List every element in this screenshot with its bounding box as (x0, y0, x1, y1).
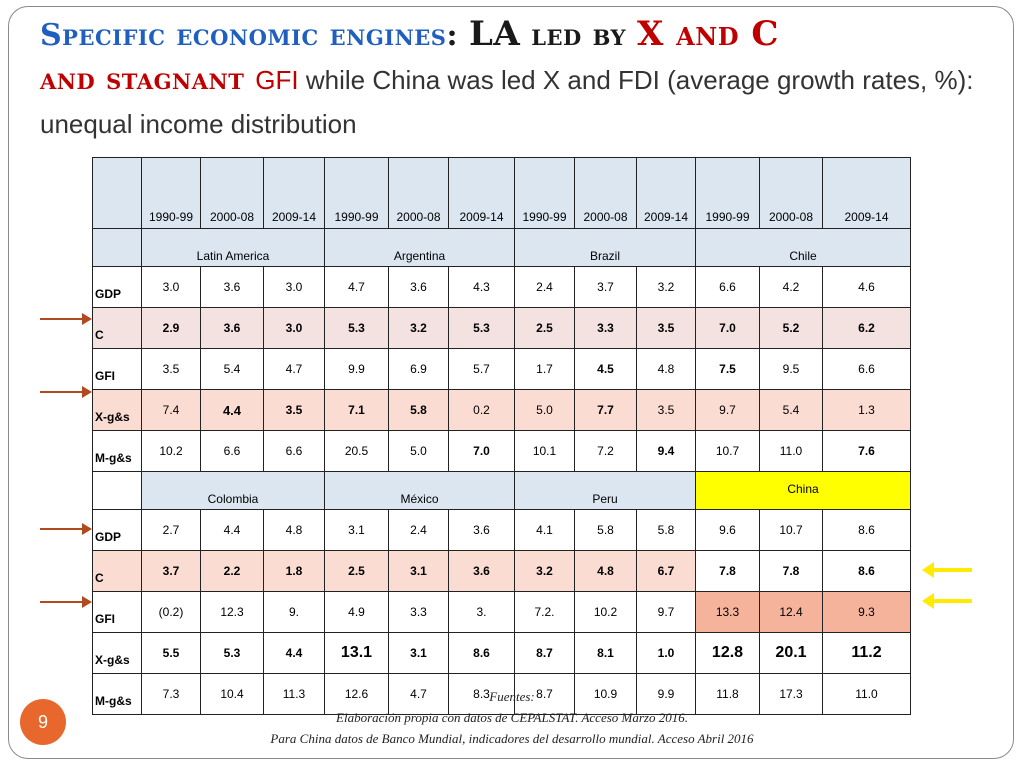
year-cell: 1990-99 (325, 158, 389, 229)
value-cell: 3.6 (389, 267, 449, 308)
value-cell: 5.3 (325, 308, 389, 349)
value-cell: 9. (264, 592, 325, 633)
row-label: M-g&s (93, 674, 142, 715)
year-cell: 2000-08 (575, 158, 637, 229)
growth-rates-table (92, 157, 911, 715)
value-cell: 5.5 (142, 633, 201, 674)
value-cell: 1.8 (264, 551, 325, 592)
corner-cell (93, 158, 142, 229)
country-china: China (696, 472, 911, 510)
value-cell: 4.5 (575, 349, 637, 390)
year-cell: 2000-08 (389, 158, 449, 229)
value-cell: 1.7 (515, 349, 575, 390)
value-cell: 2.9 (142, 308, 201, 349)
arrow-left-icon (932, 599, 972, 603)
value-cell: 2.5 (515, 308, 575, 349)
value-cell: 3.7 (142, 551, 201, 592)
value-cell: 3.2 (515, 551, 575, 592)
value-cell: 4.8 (575, 551, 637, 592)
value-cell: 4.8 (264, 510, 325, 551)
value-cell: 12.3 (201, 592, 264, 633)
country-argentina: Argentina (325, 229, 515, 267)
arrow-right-icon (40, 601, 90, 603)
value-cell: 6.6 (823, 349, 911, 390)
title-part-6: and stagnant (40, 62, 256, 97)
value-cell: 7.0 (449, 431, 515, 472)
value-cell: 9.6 (696, 510, 760, 551)
value-cell: 3.3 (575, 308, 637, 349)
value-cell: 2.4 (389, 510, 449, 551)
value-cell: 3.5 (264, 390, 325, 431)
page-number-badge: 9 (20, 699, 66, 745)
value-cell: 11.8 (696, 674, 760, 715)
year-cell: 2000-08 (760, 158, 823, 229)
value-cell: 5.3 (201, 633, 264, 674)
value-cell: 6.2 (823, 308, 911, 349)
title-part-5: X and C (636, 14, 779, 54)
arrow-right-icon (40, 391, 90, 393)
value-cell: 13.1 (325, 633, 389, 674)
value-cell: 0.2 (449, 390, 515, 431)
value-cell: 7.1 (325, 390, 389, 431)
corner-cell (93, 229, 142, 267)
value-cell: 10.9 (575, 674, 637, 715)
value-cell: 5.4 (760, 390, 823, 431)
value-cell: 3.0 (264, 308, 325, 349)
arrow-left-icon (932, 568, 972, 572)
value-cell: 4.7 (389, 674, 449, 715)
title-part-4: led by (520, 18, 637, 53)
value-cell: 4.7 (325, 267, 389, 308)
table-row-gfi-2 (93, 592, 911, 633)
value-cell: 7.4 (142, 390, 201, 431)
year-cell: 2009-14 (449, 158, 515, 229)
year-cell: 1990-99 (515, 158, 575, 229)
arrow-right-icon (40, 318, 90, 320)
value-cell: 20.5 (325, 431, 389, 472)
value-cell: 7.7 (575, 390, 637, 431)
value-cell: 4.8 (637, 349, 696, 390)
value-cell: 5.8 (389, 390, 449, 431)
value-cell: 10.7 (760, 510, 823, 551)
table-row-m-1 (93, 431, 911, 472)
country-mexico: México (325, 472, 515, 510)
value-cell: 3.7 (575, 267, 637, 308)
value-cell: 3.5 (142, 349, 201, 390)
value-cell: 7.8 (760, 551, 823, 592)
value-cell: 10.7 (696, 431, 760, 472)
year-cell: 2009-14 (264, 158, 325, 229)
value-cell: 9.4 (637, 431, 696, 472)
value-cell: 3. (449, 592, 515, 633)
table-row-c-2 (93, 551, 911, 592)
footnote-line-2: Para China datos de Banco Mundial, indicadores del desarrollo mundial. Acceso Abril 2016 (270, 731, 754, 746)
value-cell: 8.6 (823, 551, 911, 592)
value-cell: 12.4 (760, 592, 823, 633)
table-row-gfi-1 (93, 349, 911, 390)
value-cell: 3.6 (449, 551, 515, 592)
value-cell: 10.4 (201, 674, 264, 715)
value-cell: 5.2 (760, 308, 823, 349)
value-cell: 4.3 (449, 267, 515, 308)
row-label: X-g&s (93, 633, 142, 674)
value-cell: 6.6 (264, 431, 325, 472)
value-cell: 9.7 (637, 592, 696, 633)
value-cell: 3.3 (389, 592, 449, 633)
value-cell: 3.1 (325, 510, 389, 551)
value-cell: 5.0 (515, 390, 575, 431)
footnote-source-label: Fuentes: (489, 689, 535, 704)
value-cell: 11.0 (760, 431, 823, 472)
value-cell: 8.7 (515, 633, 575, 674)
value-cell: 2.4 (515, 267, 575, 308)
value-cell: 7.2 (575, 431, 637, 472)
title-part-3: LA (468, 14, 521, 54)
value-cell: 3.0 (264, 267, 325, 308)
value-cell: 4.7 (264, 349, 325, 390)
row-label: M-g&s (93, 431, 142, 472)
value-cell: 8.6 (449, 633, 515, 674)
value-cell: 3.2 (637, 267, 696, 308)
value-cell: 4.4 (201, 510, 264, 551)
value-cell: 6.6 (201, 431, 264, 472)
value-cell: 9.9 (325, 349, 389, 390)
value-cell: 3.5 (637, 390, 696, 431)
country-peru: Peru (515, 472, 696, 510)
value-cell: 6.6 (696, 267, 760, 308)
row-label: GDP (93, 510, 142, 551)
country-brazil: Brazil (515, 229, 696, 267)
value-cell: 6.7 (637, 551, 696, 592)
value-cell: 8.6 (823, 510, 911, 551)
country-header-row-2 (93, 472, 911, 510)
table-row-c-1 (93, 308, 911, 349)
row-label: GFI (93, 592, 142, 633)
table-row-x-1 (93, 390, 911, 431)
country-latin-america: Latin America (142, 229, 325, 267)
value-cell: 5.4 (201, 349, 264, 390)
title-part-8: while China was led X and FDI (average growth rates, %): unequal income distribution (40, 65, 974, 139)
row-label: C (93, 308, 142, 349)
value-cell: 11.0 (823, 674, 911, 715)
value-cell: 10.2 (142, 431, 201, 472)
value-cell: 4.9 (325, 592, 389, 633)
value-cell: 7.5 (696, 349, 760, 390)
value-cell: 5.0 (389, 431, 449, 472)
value-cell: 4.4 (264, 633, 325, 674)
value-cell: 3.2 (389, 308, 449, 349)
value-cell: 20.1 (760, 633, 823, 674)
title-part-1: Specific economic engines (40, 18, 447, 53)
value-cell: 3.1 (389, 633, 449, 674)
value-cell: 6.9 (389, 349, 449, 390)
row-label: C (93, 551, 142, 592)
value-cell: 7.0 (696, 308, 760, 349)
corner-cell (93, 472, 142, 510)
year-cell: 1990-99 (142, 158, 201, 229)
value-cell: 3.6 (201, 308, 264, 349)
country-colombia: Colombia (142, 472, 325, 510)
value-cell: 13.3 (696, 592, 760, 633)
value-cell: 4.6 (823, 267, 911, 308)
value-cell: 2.5 (325, 551, 389, 592)
value-cell: 8.3 (449, 674, 515, 715)
value-cell: 4.1 (515, 510, 575, 551)
year-cell: 2009-14 (637, 158, 696, 229)
value-cell: 5.7 (449, 349, 515, 390)
value-cell: 8.7 (515, 674, 575, 715)
value-cell: 9.7 (696, 390, 760, 431)
value-cell: 1.3 (823, 390, 911, 431)
value-cell: 10.2 (575, 592, 637, 633)
value-cell: 9.5 (760, 349, 823, 390)
value-cell: 2.2 (201, 551, 264, 592)
footnote-line-1: Elaboración propia con datos de CEPALSTAT. Acceso Marzo 2016. (336, 710, 688, 725)
value-cell: 5.8 (637, 510, 696, 551)
value-cell: 4.4 (201, 390, 264, 431)
year-header-row (93, 158, 911, 229)
value-cell: 9.9 (637, 674, 696, 715)
table-row-x-2 (93, 633, 911, 674)
country-header-row-1 (93, 229, 911, 267)
value-cell: 3.6 (201, 267, 264, 308)
value-cell: 3.1 (389, 551, 449, 592)
value-cell: 3.5 (637, 308, 696, 349)
year-cell: 1990-99 (696, 158, 760, 229)
country-chile: Chile (696, 229, 911, 267)
value-cell: 8.1 (575, 633, 637, 674)
value-cell: 5.3 (449, 308, 515, 349)
value-cell: 11.2 (823, 633, 911, 674)
value-cell: 17.3 (760, 674, 823, 715)
value-cell: 7.2. (515, 592, 575, 633)
value-cell: 9.3 (823, 592, 911, 633)
value-cell: 3.6 (449, 510, 515, 551)
value-cell: 5.8 (575, 510, 637, 551)
table-row-gdp-2 (93, 510, 911, 551)
value-cell: 12.6 (325, 674, 389, 715)
title-part-7: GFI (255, 65, 299, 95)
value-cell: 7.6 (823, 431, 911, 472)
value-cell: 7.3 (142, 674, 201, 715)
title-part-2: : (446, 18, 469, 53)
value-cell: 10.1 (515, 431, 575, 472)
value-cell: 12.8 (696, 633, 760, 674)
value-cell: 3.0 (142, 267, 201, 308)
table-row-gdp-1 (93, 267, 911, 308)
value-cell: (0.2) (142, 592, 201, 633)
row-label: X-g&s (93, 390, 142, 431)
value-cell: 1.0 (637, 633, 696, 674)
value-cell: 2.7 (142, 510, 201, 551)
value-cell: 4.2 (760, 267, 823, 308)
slide-title (40, 12, 1000, 146)
year-cell: 2000-08 (201, 158, 264, 229)
row-label: GDP (93, 267, 142, 308)
row-label: GFI (93, 349, 142, 390)
arrow-right-icon (40, 528, 90, 530)
value-cell: 7.8 (696, 551, 760, 592)
value-cell: 11.3 (264, 674, 325, 715)
year-cell: 2009-14 (823, 158, 911, 229)
